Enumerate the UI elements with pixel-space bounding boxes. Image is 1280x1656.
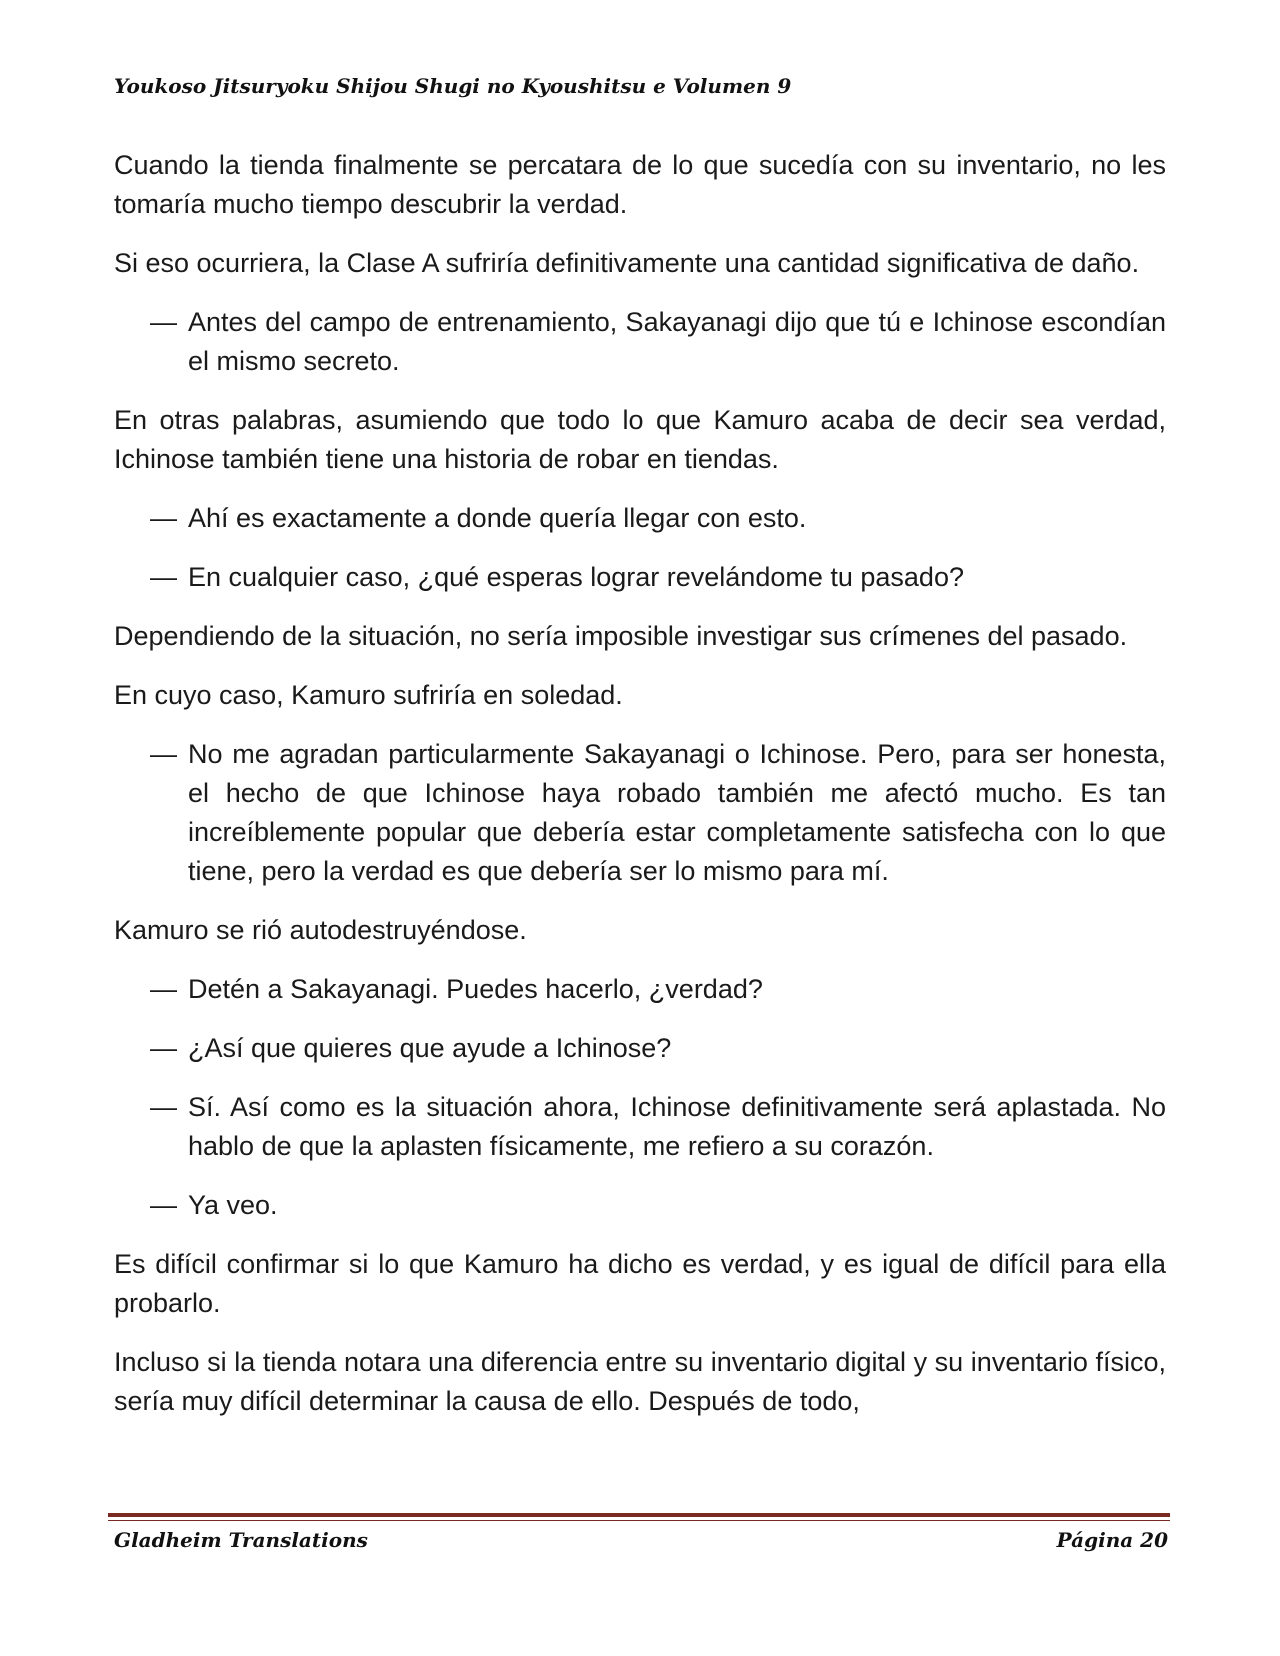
running-header: Youkoso Jitsuryoku Shijou Shugi no Kyoushitsu e Volumen 9 bbox=[114, 74, 792, 98]
em-dash: — bbox=[150, 562, 177, 592]
em-dash: — bbox=[150, 1092, 177, 1122]
paragraph: Si eso ocurriera, la Clase A sufriría definitivamente una cantidad significativa de daño. bbox=[114, 248, 1140, 278]
dialogue-text: Ahí es exactamente a donde quería llegar con esto. bbox=[188, 503, 807, 533]
dialogue-text: No me agradan particularmente Sakayanagi o Ichinose. Pero, para ser honesta, el hecho de que Ichinose haya robado también me afectó mucho. Es tan increíblemente popular que debería estar completamente satisfecha con lo que tiene, pero la verdad es que debería ser lo mismo para mí. bbox=[188, 739, 1166, 886]
paragraph: Es difícil confirmar si lo que Kamuro ha dicho es verdad, y es igual de difícil para ella probarlo. bbox=[114, 1249, 1166, 1318]
em-dash: — bbox=[150, 1190, 177, 1220]
page-number: Página 20 bbox=[1056, 1528, 1168, 1552]
em-dash: — bbox=[150, 503, 177, 533]
page-body bbox=[114, 146, 1166, 1441]
dialogue-text: Sí. Así como es la situación ahora, Ichinose definitivamente será aplastada. No hablo de que la aplasten físicamente, me refiero a su corazón. bbox=[188, 1092, 1166, 1161]
paragraph: Cuando la tienda finalmente se percatara de lo que sucedía con su inventario, no les tomaría mucho tiempo descubrir la verdad. bbox=[114, 150, 1166, 219]
em-dash: — bbox=[150, 739, 177, 769]
em-dash: — bbox=[150, 307, 177, 337]
footer-divider-thin bbox=[108, 1520, 1170, 1521]
dialogue-line bbox=[114, 558, 1166, 597]
dialogue-line bbox=[114, 1029, 1166, 1068]
em-dash: — bbox=[150, 1033, 177, 1063]
dialogue-text: En cualquier caso, ¿qué esperas lograr revelándome tu pasado? bbox=[188, 562, 964, 592]
dialogue-line bbox=[114, 1088, 1166, 1166]
dialogue-line bbox=[114, 499, 1166, 538]
dialogue-text: Detén a Sakayanagi. Puedes hacerlo, ¿verdad? bbox=[188, 974, 763, 1004]
dialogue-line bbox=[114, 1186, 1166, 1225]
dialogue-line bbox=[114, 735, 1166, 891]
dialogue-text: Ya veo. bbox=[188, 1190, 278, 1220]
paragraph: Incluso si la tienda notara una diferencia entre su inventario digital y su inventario físico, sería muy difícil determinar la causa de ello. Después de todo, bbox=[114, 1347, 1166, 1416]
em-dash: — bbox=[150, 974, 177, 1004]
paragraph: En otras palabras, asumiendo que todo lo que Kamuro acaba de decir sea verdad, Ichinose también tiene una historia de robar en tiendas. bbox=[114, 405, 1166, 474]
footer-credit: Gladheim Translations bbox=[114, 1528, 368, 1552]
dialogue-text: ¿Así que quieres que ayude a Ichinose? bbox=[188, 1033, 672, 1063]
dialogue-line bbox=[114, 970, 1166, 1009]
paragraph: En cuyo caso, Kamuro sufriría en soledad. bbox=[114, 680, 623, 710]
dialogue-text: Antes del campo de entrenamiento, Sakayanagi dijo que tú e Ichinose escondían el mismo secreto. bbox=[188, 307, 1166, 376]
paragraph: Dependiendo de la situación, no sería imposible investigar sus crímenes del pasado. bbox=[114, 621, 1128, 651]
paragraph: Kamuro se rió autodestruyéndose. bbox=[114, 915, 527, 945]
dialogue-line bbox=[114, 303, 1166, 381]
footer-divider bbox=[108, 1513, 1170, 1517]
